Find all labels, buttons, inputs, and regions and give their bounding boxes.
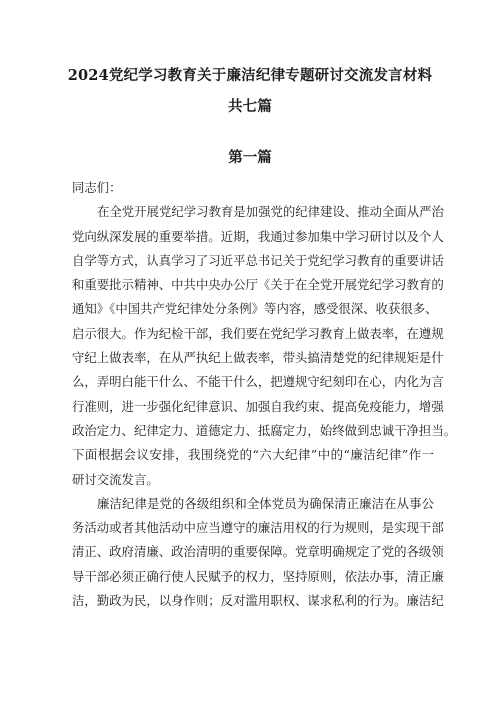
paragraph-line: 导干部必须正确行使人民赋予的权力，坚持原则，依法办事，清正廉	[72, 568, 444, 584]
paragraph-line: 启示很大。作为纪检干部，我们要在党纪学习教育上做表率，在遵规	[72, 325, 444, 341]
paragraph-line: 和重要批示精神、中共中央办公厅《关于在全党开展党纪学习教育的	[72, 277, 444, 293]
paragraph-line: 在全党开展党纪学习教育是加强党的纪律建设、推动全面从严治	[97, 204, 444, 220]
paragraph-line: 研讨交流发言。	[72, 471, 159, 487]
paragraph-line: 守纪上做表率，在从严执纪上做表率，带头搞清楚党的纪律规矩是什	[72, 350, 444, 366]
paragraph-line: 党向纵深发展的重要举措。近期，我通过参加集中学习研讨以及个人	[72, 228, 444, 244]
paragraph-line: 清正、政府清廉、政治清明的重要保障。党章明确规定了党的各级领	[72, 544, 444, 560]
paragraph-line: 下面根据会议安排，我围绕党的“六大纪律”中的“廉洁纪律”作一	[72, 447, 434, 463]
paragraph-line: 自学等方式，认真学习了习近平总书记关于党纪学习教育的重要讲话	[72, 252, 444, 268]
document-subtitle: 共七篇	[227, 98, 273, 115]
document-title: 2024党纪学习教育关于廉洁纪律专题研讨交流发言材料	[67, 67, 433, 84]
paragraph-1	[72, 200, 457, 492]
salutation: 同志们：	[72, 180, 122, 195]
paragraph-line: 洁，勤政为民，以身作则；反对滥用职权、谋求私利的行为。廉洁纪	[72, 593, 444, 609]
paragraph-2	[72, 492, 444, 613]
paragraph-line: 通知》《中国共产党纪律处分条例》等内容，感受很深、收获很多、	[72, 301, 438, 317]
paragraph-line: 廉洁纪律是党的各级组织和全体党员为确保清正廉洁在从事公	[97, 495, 434, 511]
paragraph-line: 么，弄明白能干什么、不能干什么，把遵规守纪刻印在心，内化为言	[72, 374, 444, 390]
paragraph-line: 行准则，进一步强化纪律意识、加强自我约束、提高免疫能力，增强	[72, 398, 444, 414]
document-body	[72, 176, 457, 613]
section-heading: 第一篇	[228, 149, 272, 166]
paragraph-line: 务活动或者其他活动中应当遵守的廉洁用权的行为规则，是实现干部	[72, 520, 444, 536]
paragraph-line: 政治定力、纪律定力、道德定力、抵腐定力，始终做到忠诚干净担当。	[72, 422, 457, 438]
